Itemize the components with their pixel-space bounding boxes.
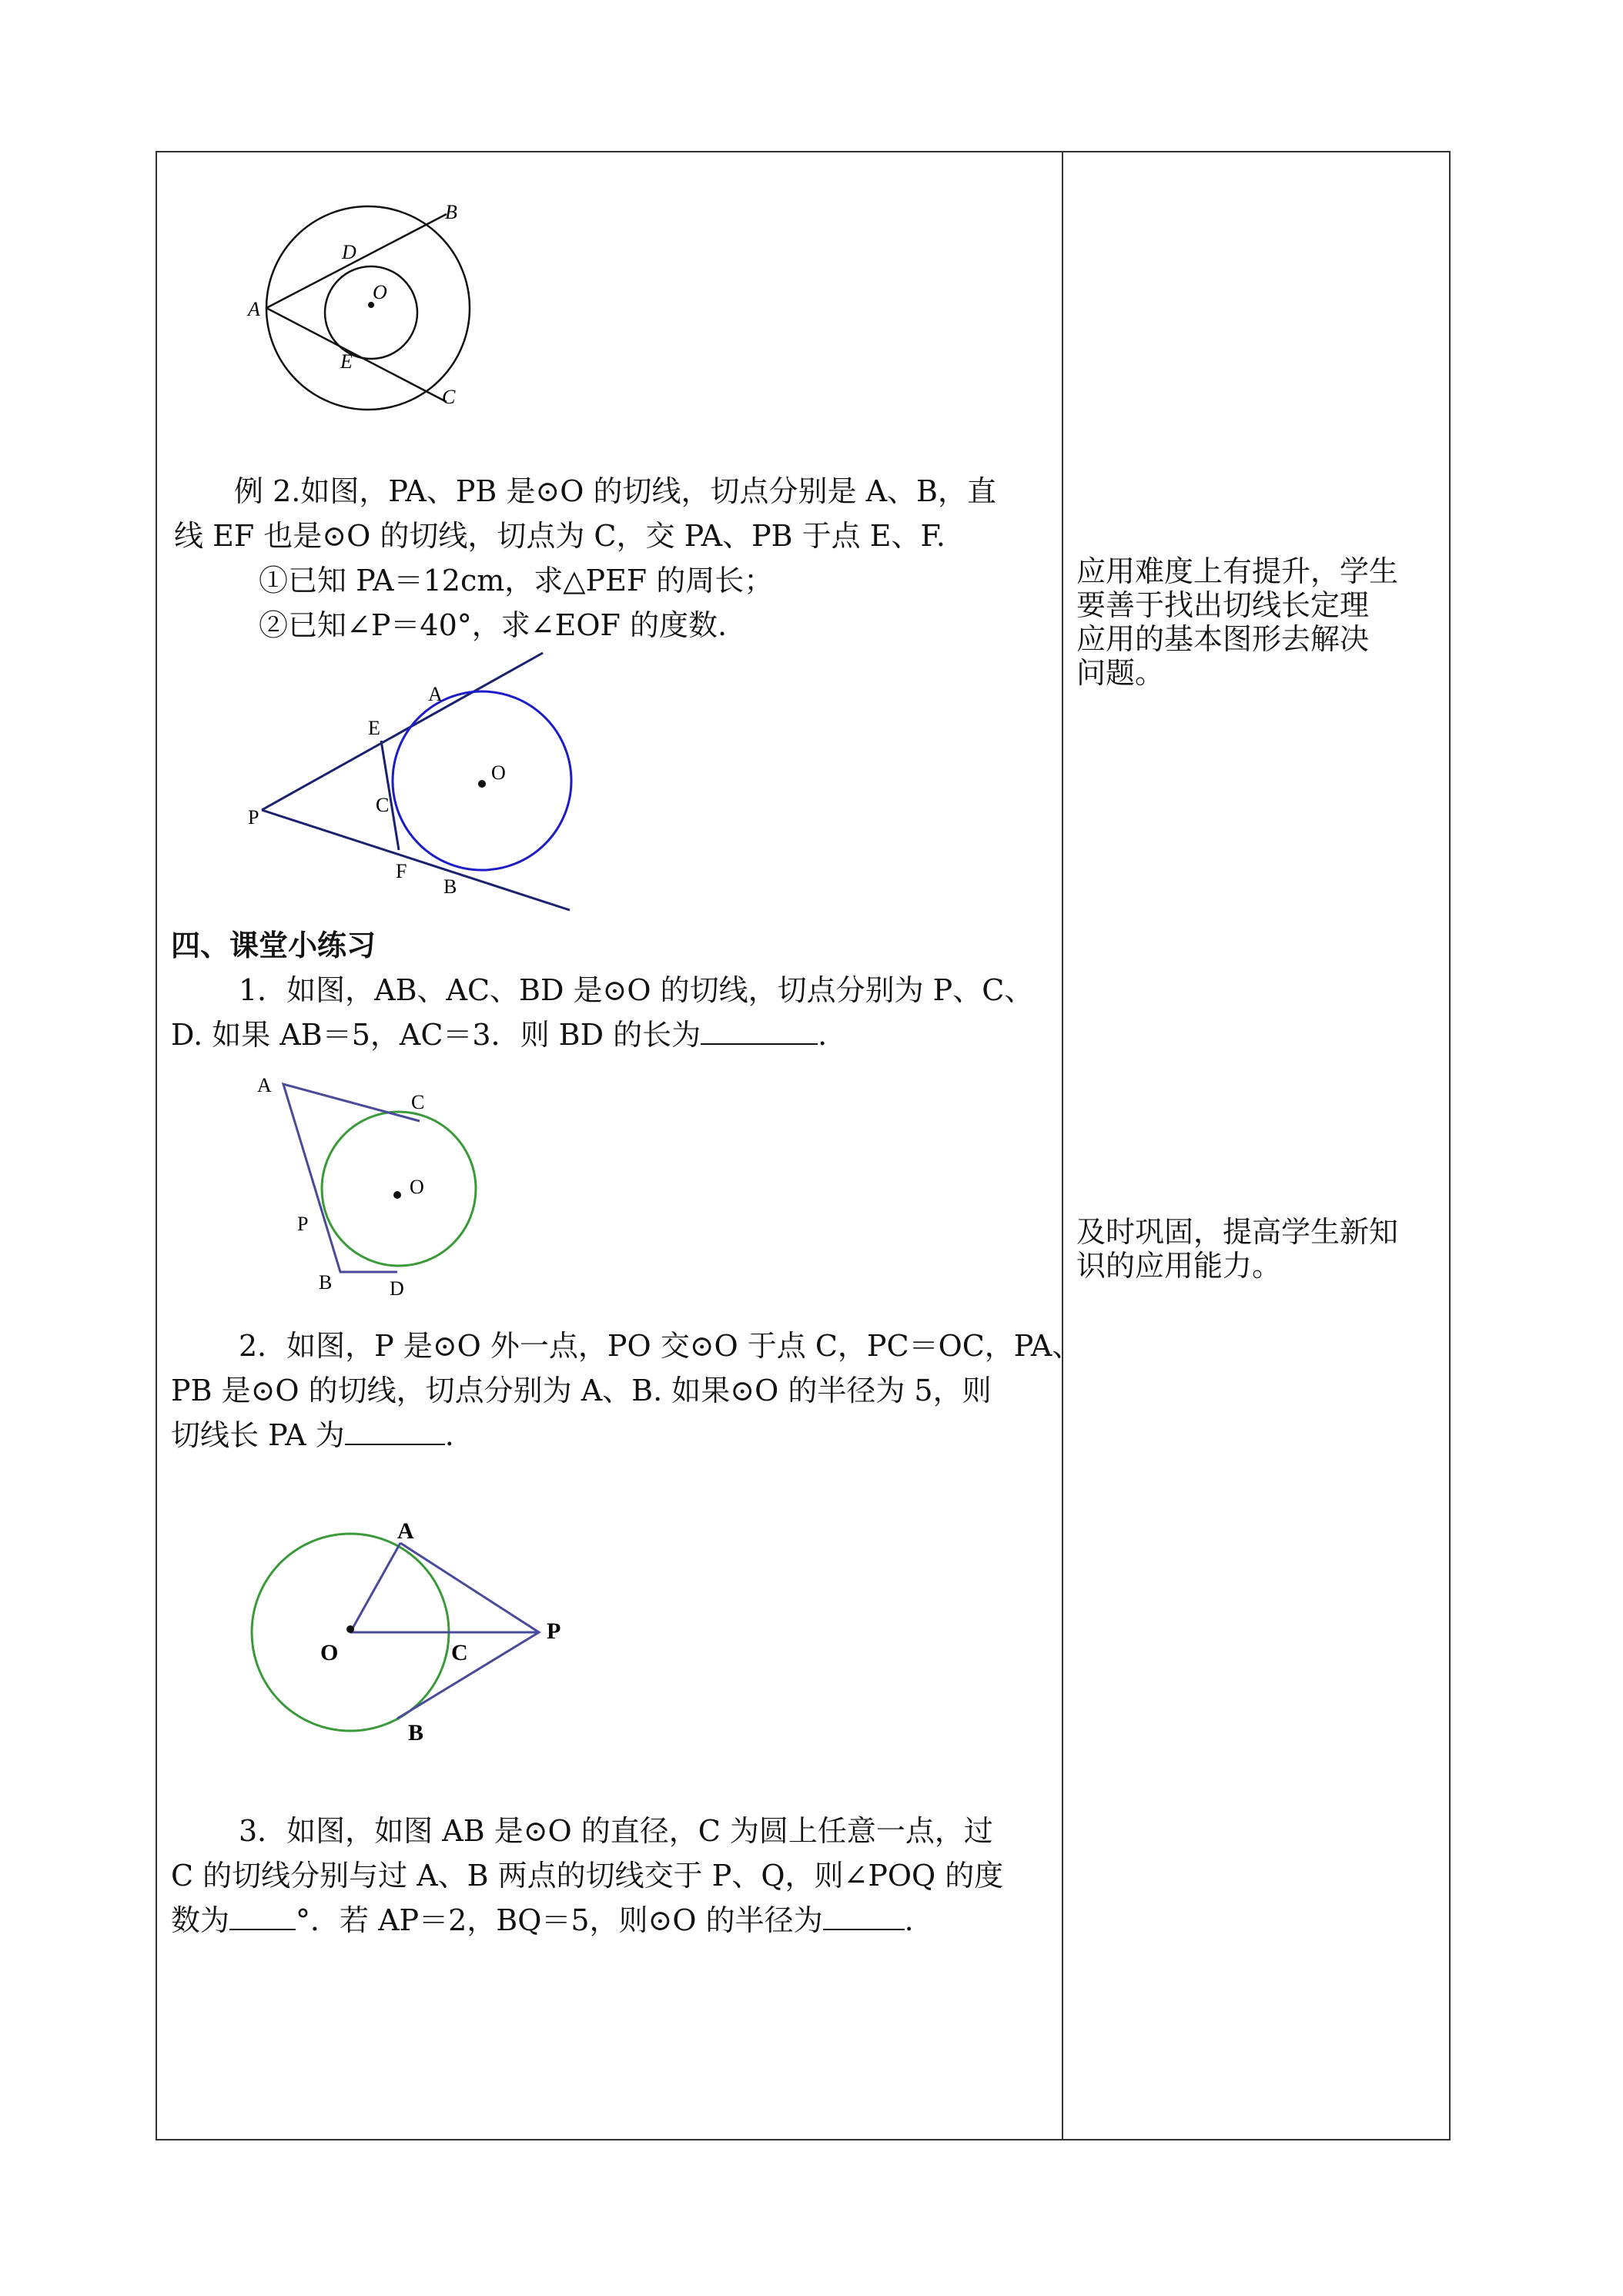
outer-circle — [266, 206, 470, 410]
q2-line3 — [171, 1411, 454, 1460]
label-a: A — [248, 298, 260, 320]
design-note-2 — [1076, 1215, 1398, 1283]
example2-item1: ①已知 PA＝12cm，求△PEF 的周长； — [259, 564, 774, 597]
label-a: A — [428, 683, 443, 705]
label-p: P — [297, 1213, 309, 1235]
q1-text: D. 如果 AB＝5，AC＝3．则 BD 的长为 — [171, 1018, 701, 1052]
q3-line2: C 的切线分别与过 A、B 两点的切线交于 P、Q，则∠POQ 的度 — [171, 1859, 1004, 1893]
label-e: E — [368, 717, 380, 739]
q3-radius-blank[interactable] — [823, 1898, 905, 1930]
label-a: A — [397, 1518, 414, 1544]
tangent-ac — [266, 308, 447, 402]
section-heading: 四、课堂小练习 — [171, 929, 376, 962]
label-a: A — [257, 1074, 272, 1096]
label-p: P — [248, 806, 259, 828]
tangent-pa — [262, 653, 543, 810]
label-o: O — [410, 1176, 424, 1198]
label-e: E — [340, 350, 353, 373]
center-point — [478, 780, 486, 788]
label-b: B — [445, 201, 457, 223]
label-b: B — [319, 1271, 333, 1294]
example2-item2: ②已知∠P＝40°，求∠EOF 的度数. — [259, 608, 728, 642]
q3-line3 — [171, 1896, 914, 1945]
label-p: P — [547, 1618, 561, 1644]
q2-end: . — [444, 1418, 454, 1452]
label-f: F — [396, 860, 407, 882]
q3-text-b: °．若 AP＝2，BQ＝5，则⊙O 的半径为 — [296, 1903, 823, 1937]
q1-line1: 1．如图，AB、AC、BD 是⊙O 的切线，切点分别为 P、C、 — [239, 973, 1034, 1007]
q2-line2: PB 是⊙O 的切线，切点分别为 A、B. 如果⊙O 的半径为 5，则 — [171, 1374, 992, 1407]
label-d: D — [390, 1277, 404, 1300]
label-c: C — [376, 794, 390, 816]
center-point — [393, 1191, 401, 1199]
note1-line: 问题。 — [1076, 656, 1165, 690]
q3-text-a: 数为 — [171, 1903, 230, 1937]
column-divider — [1062, 152, 1063, 2139]
design-note-1 — [1076, 554, 1398, 690]
label-o: O — [320, 1640, 339, 1665]
note2-line: 及时巩固，提高学生新知 — [1076, 1215, 1399, 1249]
segment-oa — [350, 1543, 400, 1632]
q3-line1: 3．如图，如图 AB 是⊙O 的直径，C 为圆上任意一点，过 — [239, 1814, 993, 1848]
q1-answer-blank[interactable] — [701, 1012, 818, 1045]
q3-angle-blank[interactable] — [229, 1898, 296, 1930]
q3-end: . — [904, 1903, 914, 1937]
q1-line2 — [171, 1010, 827, 1059]
q2-text: 切线长 PA 为 — [171, 1418, 345, 1452]
tangent-quadrilateral-diagram — [246, 1066, 493, 1304]
tangent-ab — [266, 214, 447, 308]
center-point — [346, 1625, 354, 1633]
note1-line: 应用的基本图形去解决 — [1076, 622, 1370, 656]
q2-line1: 2．如图，P 是⊙O 外一点，PO 交⊙O 于点 C，PC＝OC，PA、 — [239, 1329, 1082, 1363]
note1-line: 应用难度上有提升，学生 — [1076, 554, 1399, 588]
example2-line2: 线 EF 也是⊙O 的切线，切点为 C，交 PA、PB 于点 E、F. — [174, 519, 946, 553]
label-o: O — [373, 281, 387, 303]
label-c: C — [442, 386, 456, 408]
green-circle — [322, 1112, 476, 1266]
external-point-diagram — [246, 1512, 570, 1743]
example2-line1: 例 2.如图，PA、PB 是⊙O 的切线，切点分别是 A、B，直 — [234, 474, 996, 508]
note1-line: 要善于找出切线长定理 — [1076, 588, 1370, 622]
tangent-triangle-diagram — [239, 648, 585, 915]
label-b: B — [408, 1720, 424, 1743]
label-b: B — [443, 875, 457, 898]
label-o: O — [491, 761, 506, 784]
tangent-lines — [397, 1543, 539, 1719]
q1-end: . — [818, 1018, 828, 1052]
concentric-circles-diagram — [239, 192, 493, 423]
q2-answer-blank[interactable] — [345, 1413, 445, 1445]
label-d: D — [342, 241, 356, 263]
note2-line: 识的应用能力。 — [1076, 1249, 1282, 1283]
label-c: C — [411, 1091, 425, 1113]
label-c: C — [451, 1640, 468, 1665]
